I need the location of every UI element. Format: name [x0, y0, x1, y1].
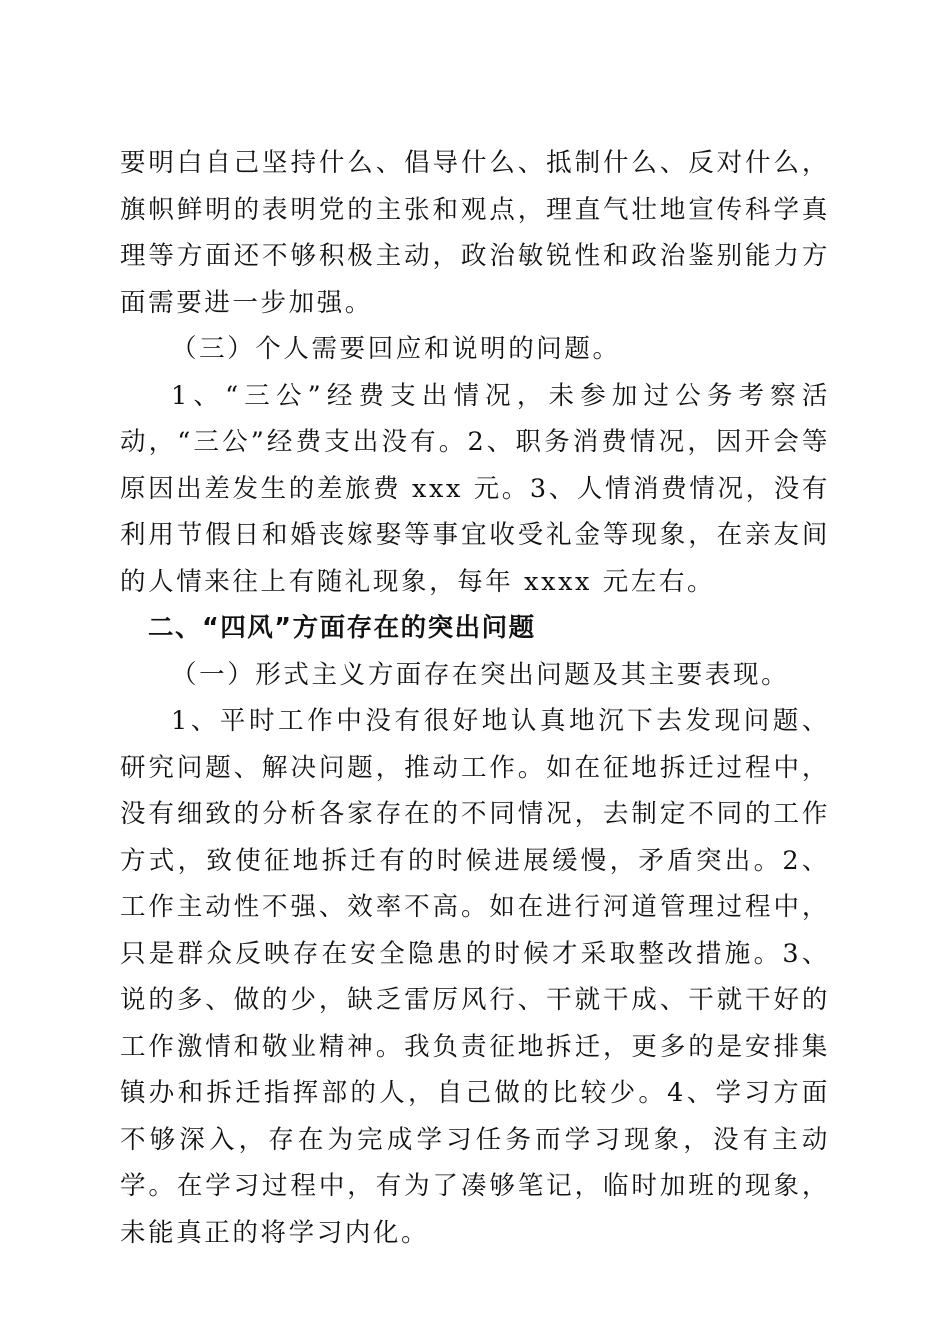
paragraph-formalism-details: 1、平时工作中没有很好地认真地沉下去发现问题、研究问题、解决问题，推动工作。如在征地拆迁过程中，没有细致的分析各家存在的不同情况，去制定不同的工作方式，致使征地拆迁有的时候进展缓慢，矛盾突出。2、工作主动性不强、效率不高。如在进行河道管理过程中，只是群众反映存在安全隐患的时候才采取整改措施。3、说的多、做的少，缺乏雷厉风行、干就干成、干就干好的工作激情和敬业精神。我负责征地拆迁，更多的是安排集镇办和拆迁指挥部的人，自己做的比较少。4、学习方面不够深入，存在为完成学习任务而学习现象，没有主动学。在学习过程中，有为了凑够笔记，临时加班的现象，未能真正的将学习内化。 [120, 706, 830, 1248]
section-heading-four-winds: 二、“四风”方面存在的突出问题 [148, 613, 536, 643]
document-body [120, 140, 830, 1256]
paragraph-expenses: 1、“三公”经费支出情况，未参加过公务考察活动，“三公”经费支出没有。2、职务消费情况，因开会等原因出差发生的差旅费 xxx 元。3、人情消费情况，没有利用节假日和婚丧嫁娶等事宜收受礼金等现象，在亲友间的人情来往上有随礼现象，每年 xxxx 元左右。 [120, 380, 830, 597]
subheading-one-formalism: （一）形式主义方面存在突出问题及其主要表现。 [171, 659, 790, 690]
subheading-three: （三）个人需要回应和说明的问题。 [171, 334, 621, 364]
paragraph-continuation: 要明白自己坚持什么、倡导什么、抵制什么、反对什么，旗帜鲜明的表明党的主张和观点，理直气壮地宣传科学真理等方面还不够积极主动，政治敏锐性和政治鉴别能力方面需要进一步加强。 [120, 148, 830, 318]
